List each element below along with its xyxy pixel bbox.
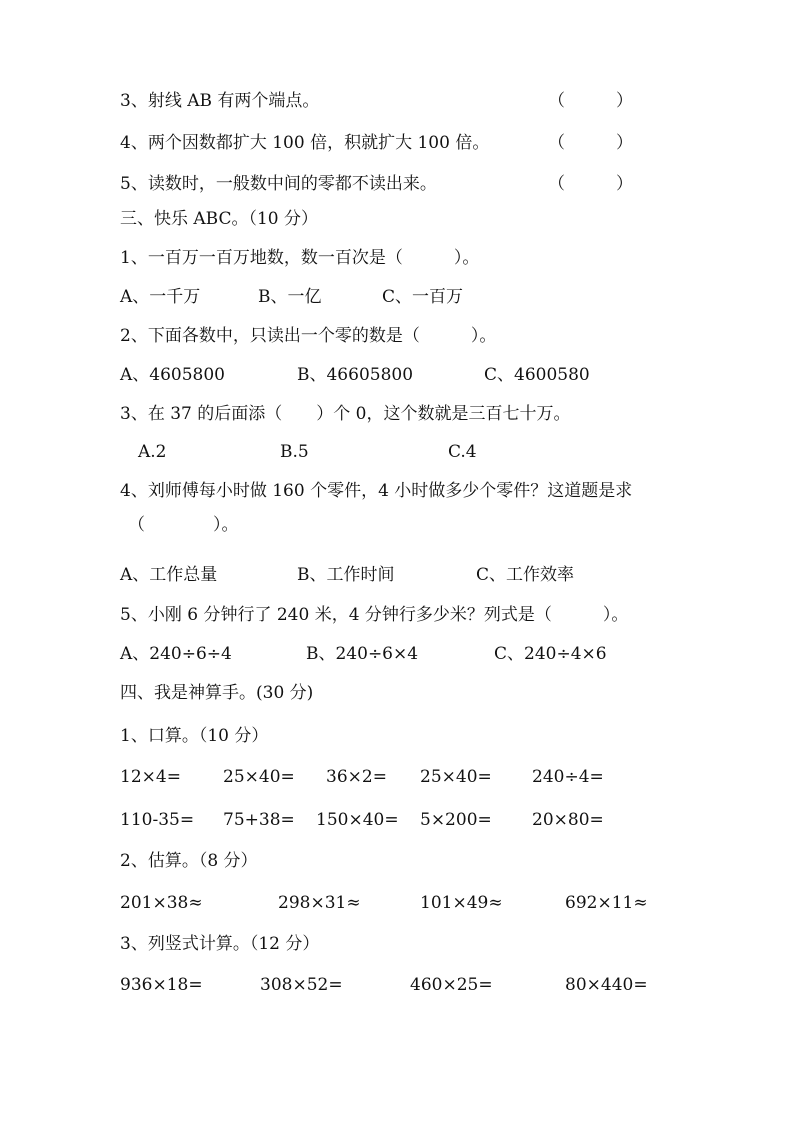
vertical-item: 460×25= (410, 975, 493, 995)
answer-paren[interactable]: （ ） (548, 133, 633, 153)
answer-paren[interactable]: （ ） (548, 174, 633, 194)
option-c: C、240÷4×6 (494, 644, 607, 664)
option-a: A.2 (138, 442, 167, 462)
option-a: A、工作总量 (120, 565, 218, 585)
oral-item: 5×200= (420, 810, 492, 830)
oral-item: 75+38= (223, 810, 295, 830)
section-title: 三、快乐 ABC。（10 分） (120, 209, 319, 229)
oral-item: 20×80= (532, 810, 604, 830)
option-c: C.4 (448, 442, 477, 462)
section-title: 四、我是神算手。(30 分) (120, 683, 314, 703)
choice-question-5: 5、小刚 6 分钟行了 240 米，4 分钟行多少米？列式是（ ）。 (120, 605, 629, 625)
option-b: B、240÷6×4 (306, 644, 419, 664)
oral-item: 25×40= (223, 767, 295, 787)
vertical-item: 936×18= (120, 975, 203, 995)
subsection-title: 3、列竖式计算。（12 分） (120, 934, 320, 954)
oral-item: 240÷4= (532, 767, 604, 787)
vertical-item: 308×52= (260, 975, 343, 995)
oral-item: 12×4= (120, 767, 181, 787)
oral-item: 150×40= (316, 810, 399, 830)
option-b: B、工作时间 (297, 565, 395, 585)
oral-item: 25×40= (420, 767, 492, 787)
judge-question-3: 3、射线 AB 有两个端点。 (120, 91, 320, 111)
judge-question-5: 5、读数时，一般数中间的零都不读出来。 (120, 174, 437, 194)
option-b: B、一亿 (258, 287, 322, 307)
subsection-title: 1、口算。（10 分） (120, 726, 269, 746)
choice-question-4: 4、刘师傅每小时做 160 个零件，4 小时做多少个零件？这道题是求 (120, 481, 633, 501)
option-b: B、46605800 (297, 365, 414, 385)
answer-paren[interactable]: （ ） (548, 91, 633, 111)
option-a: A、一千万 (120, 287, 201, 307)
option-a: A、4605800 (120, 365, 225, 385)
subsection-title: 2、估算。（8 分） (120, 851, 258, 871)
vertical-item: 80×440= (565, 975, 648, 995)
option-c: C、一百万 (382, 287, 464, 307)
choice-question-4-blank[interactable]: （ ）。 (128, 515, 239, 535)
estimate-item: 298×31≈ (278, 893, 361, 913)
estimate-item: 101×49≈ (420, 893, 503, 913)
option-c: C、4600580 (484, 365, 590, 385)
option-b: B.5 (280, 442, 309, 462)
choice-question-1: 1、一百万一百万地数，数一百次是（ ）。 (120, 248, 480, 268)
option-c: C、工作效率 (476, 565, 575, 585)
judge-question-4: 4、两个因数都扩大 100 倍，积就扩大 100 倍。 (120, 133, 490, 153)
estimate-item: 201×38≈ (120, 893, 203, 913)
oral-item: 36×2= (326, 767, 387, 787)
choice-question-3: 3、在 37 的后面添（ ）个 0，这个数就是三百七十万。 (120, 404, 571, 424)
estimate-item: 692×11≈ (565, 893, 648, 913)
oral-item: 110-35= (120, 810, 195, 830)
choice-question-2: 2、下面各数中，只读出一个零的数是（ ）。 (120, 326, 497, 346)
option-a: A、240÷6÷4 (120, 644, 232, 664)
